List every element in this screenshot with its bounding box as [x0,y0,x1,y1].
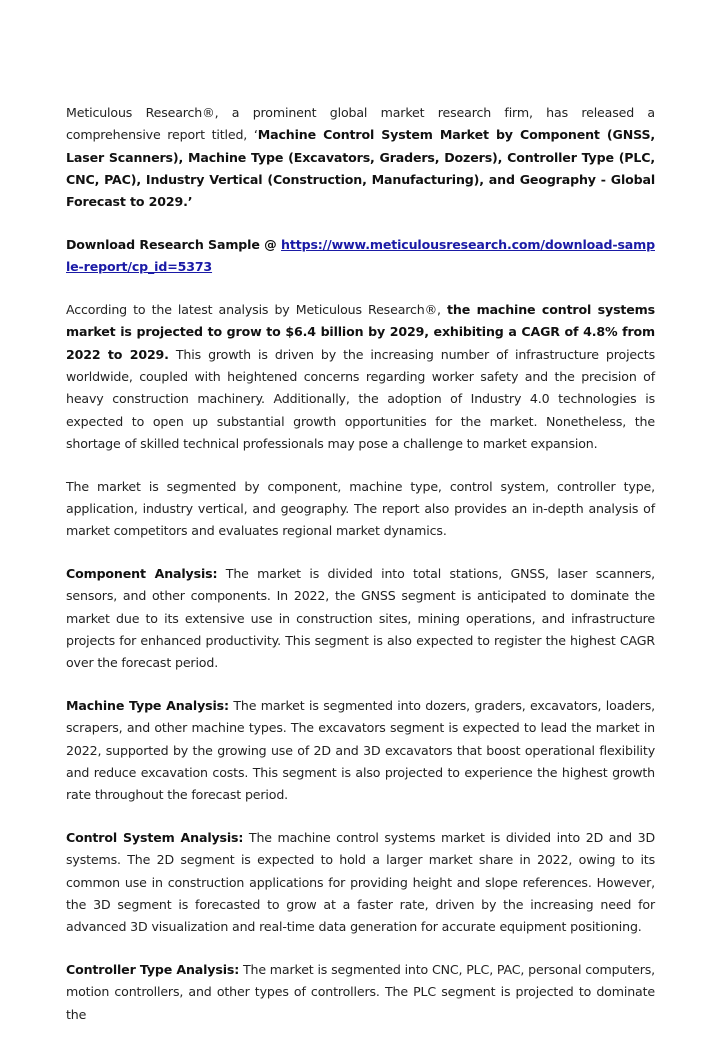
analysis-intro: According to the latest analysis by Meticulous Research®, [66,302,448,318]
section-heading: Control System Analysis: [66,830,244,846]
section-text: The market is segmented into CNC, PLC, PAC, personal computers, motion controllers, and other types of controllers. The PLC segment is projected to dominate the [66,962,655,1022]
download-paragraph [66,234,655,279]
section-heading: Machine Type Analysis: [66,698,229,714]
download-link[interactable]: https://www.meticulousresearch.com/download-sample-report/cp_id=5373 [66,236,655,275]
intro-text: Meticulous Research®, a prominent global market research firm, has released a comprehensive report titled, ‘ [66,105,655,143]
component-analysis-paragraph [66,563,655,674]
section-heading: Component Analysis: [66,566,218,582]
document-page [66,102,655,1046]
intro-paragraph [66,102,655,213]
download-label: Download Research Sample @ [66,236,282,252]
analysis-highlight: the machine control systems market is projected to grow to $6.4 billion by 2029, exhibiting a CAGR of 4.8% from 2022 to 2029. [66,302,655,362]
report-title: Machine Control System Market by Component (GNSS, Laser Scanners), Machine Type (Excavators, Graders, Dozers), Controller Type (PLC, CNC, PAC), Industry Vertical (Construction, Manufacturing), and Geography - Global Forecast to 2029.’ [66,127,656,210]
machine-type-analysis-paragraph [66,695,655,806]
analysis-body: This growth is driven by the increasing number of infrastructure projects worldwide, coupled with heightened concerns regarding worker safety and the precision of heavy construction machinery. Additionally, the adoption of Industry 4.0 technologies is expected to open up substantial growth opportunities for the market. Nonetheless, the shortage of skilled technical professionals may pose a challenge to market expansion. [66,346,655,451]
section-text: The market is divided into total stations, GNSS, laser scanners, sensors, and other components. In 2022, the GNSS segment is anticipated to dominate the market due to its extensive use in construction sites, mining operations, and infrastructure projects for enhanced productivity. This segment is also expected to register the highest CAGR over the forecast period. [66,566,655,671]
controller-type-analysis-paragraph [66,959,655,1026]
section-text: The machine control systems market is divided into 2D and 3D systems. The 2D segment is expected to hold a larger market share in 2022, owing to its common use in construction applications for providing height and slope references. However, the 3D segment is forecasted to grow at a faster rate, driven by the increasing need for advanced 3D visualization and real-time data generation for accurate equipment positioning. [66,830,655,935]
control-system-analysis-paragraph [66,827,655,938]
section-heading: Controller Type Analysis: [66,962,240,977]
segmentation-paragraph: The market is segmented by component, machine type, control system, controller type, application, industry vertical, and geography. The report also provides an in-depth analysis of market competitors and evaluates regional market dynamics. [66,478,655,539]
section-text: The market is segmented into dozers, graders, excavators, loaders, scrapers, and other machine types. The excavators segment is expected to lead the market in 2022, supported by the growing use of 2D and 3D excavators that boost operational flexibility and reduce excavation costs. This segment is also projected to experience the highest growth rate throughout the forecast period. [66,698,656,803]
analysis-paragraph [66,299,655,455]
